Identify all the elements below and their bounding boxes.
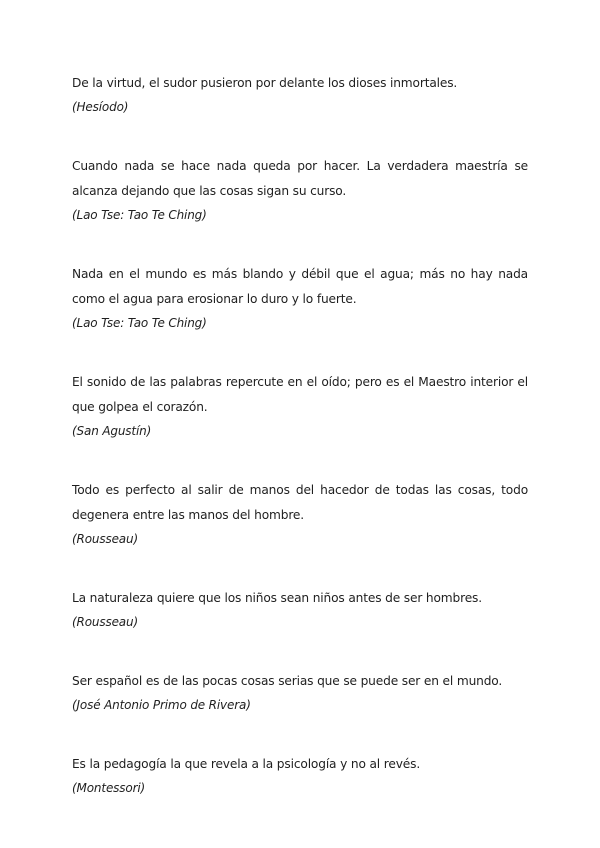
quote-block	[72, 71, 528, 117]
quote-block	[72, 478, 528, 549]
quote-text: Cuando nada se hace nada queda por hacer. La verdadera maestría se alcanza dejando que las cosas sigan su curso.	[72, 159, 528, 198]
quote-author: (Rousseau)	[72, 532, 138, 546]
quote-block	[72, 752, 528, 798]
quote-author: (Lao Tse: Tao Te Ching)	[72, 208, 207, 222]
quote-author: (Hesíodo)	[72, 100, 129, 114]
quote-author: (Montessori)	[72, 781, 146, 795]
quote-block	[72, 370, 528, 441]
document-page	[72, 71, 528, 835]
quote-text: Es la pedagogía la que revela a la psicología y no al revés.	[72, 757, 421, 771]
quote-block	[72, 154, 528, 225]
quote-text: La naturaleza quiere que los niños sean niños antes de ser hombres.	[72, 591, 482, 605]
quote-author: (José Antonio Primo de Rivera)	[72, 698, 251, 712]
quote-text: El sonido de las palabras repercute en el oído; pero es el Maestro interior el que golpea el corazón.	[72, 375, 528, 414]
quote-text: De la virtud, el sudor pusieron por delante los dioses inmortales.	[72, 76, 458, 90]
quote-block	[72, 262, 528, 333]
quote-text: Nada en el mundo es más blando y débil que el agua; más no hay nada como el agua para erosionar lo duro y lo fuerte.	[72, 267, 528, 306]
quote-author: (Rousseau)	[72, 615, 138, 629]
quote-block	[72, 586, 528, 632]
quote-text: Ser español es de las pocas cosas serias que se puede ser en el mundo.	[72, 674, 503, 688]
quote-block	[72, 669, 528, 715]
quote-text: Todo es perfecto al salir de manos del hacedor de todas las cosas, todo degenera entre las manos del hombre.	[72, 483, 528, 522]
quote-author: (Lao Tse: Tao Te Ching)	[72, 316, 207, 330]
quote-author: (San Agustín)	[72, 424, 152, 438]
